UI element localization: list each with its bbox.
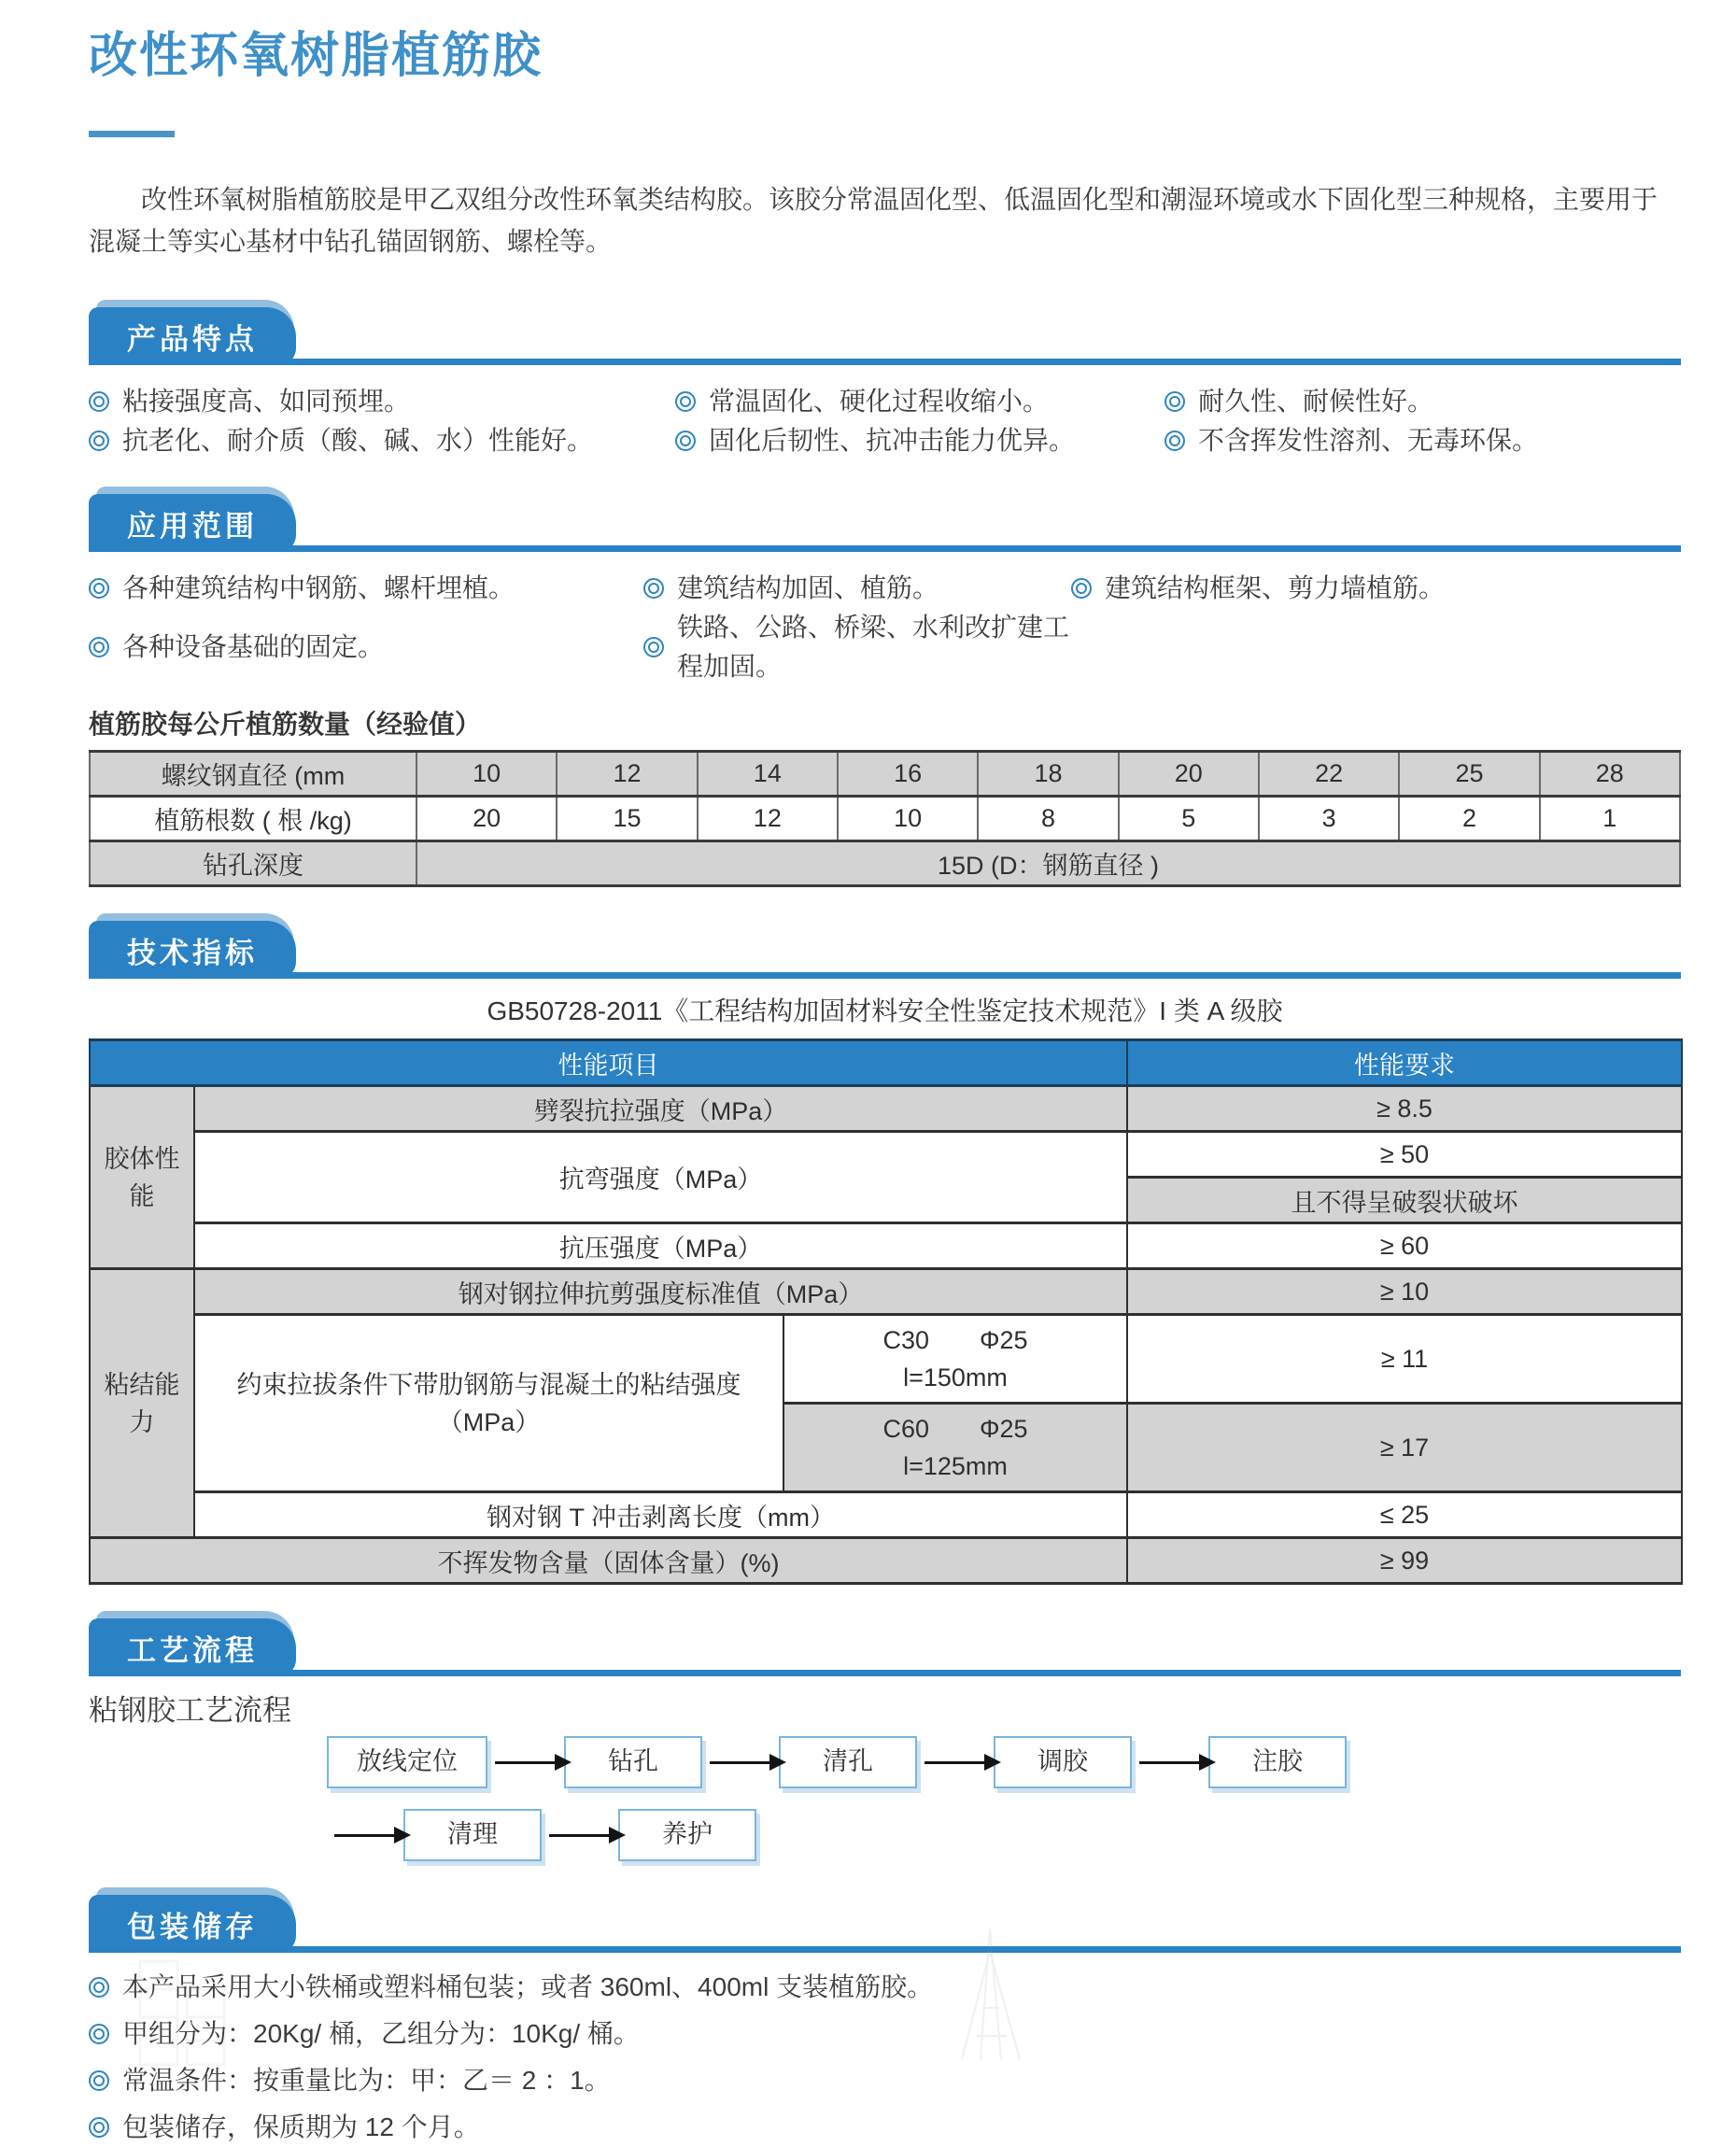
section-badge-applications: 应用范围 xyxy=(89,494,296,552)
application-item-label: 各种设备基础的固定。 xyxy=(122,632,385,661)
bullseye-icon xyxy=(89,2024,109,2044)
spec-subcondition xyxy=(783,1315,1127,1404)
feature-item xyxy=(89,421,675,460)
flow-arrow-icon xyxy=(549,1834,611,1837)
feature-item xyxy=(675,421,1164,460)
flow-arrow-icon xyxy=(924,1761,986,1764)
applications-list xyxy=(89,569,1681,686)
spec-requirement: ≥ 50 xyxy=(1127,1132,1682,1178)
spec-subcondition-line1: C30 Φ25 xyxy=(882,1326,1028,1354)
spec-subcondition-line2: l=150mm xyxy=(903,1363,1008,1391)
section-badge-packaging: 包装储存 xyxy=(89,1895,296,1953)
bullseye-icon xyxy=(89,578,109,599)
rebar-table-caption: 植筋胶每公斤植筋数量（经验值） xyxy=(89,710,482,739)
feature-item xyxy=(1164,421,1681,460)
feature-item-label: 粘接强度高、如同预埋。 xyxy=(122,387,411,416)
rebar-diameter-value: 14 xyxy=(698,752,838,797)
bullseye-icon xyxy=(643,578,664,599)
flow-step: 调胶 xyxy=(994,1736,1132,1788)
table-row xyxy=(90,1315,1682,1404)
table-row xyxy=(90,841,1680,886)
features-list xyxy=(89,382,1681,460)
spec-subcondition xyxy=(783,1404,1127,1492)
rebar-diameter-value: 18 xyxy=(978,752,1118,797)
flow-step: 清理 xyxy=(403,1809,542,1861)
spec-property: 抗弯强度（MPa） xyxy=(194,1132,1127,1223)
rebar-count-value: 12 xyxy=(698,797,838,841)
spec-requirement: ≥ 11 xyxy=(1127,1315,1682,1404)
table-row xyxy=(90,1538,1682,1584)
bullseye-icon xyxy=(643,637,664,657)
packaging-item-label: 包装储存，保质期为 12 个月。 xyxy=(122,2112,480,2141)
table-row xyxy=(90,1269,1682,1315)
intro-paragraph: 改性环氧树脂植筋胶是甲乙双组分改性环氧类结构胶。该胶分常温固化型、低温固化型和潮湿环境或水下固化型三种规格，主要用于混凝土等实心基材中钻孔锚固钢筋、螺栓等。 xyxy=(89,185,1658,256)
spec-standard-caption: GB50728-2011《工程结构加固材料安全性鉴定技术规范》I 类 A 级胶 xyxy=(487,996,1283,1025)
application-item-label: 各种建筑结构中钢筋、螺杆埋植。 xyxy=(122,573,515,602)
bullseye-icon xyxy=(675,391,696,412)
spec-group-bond: 粘结能力 xyxy=(90,1269,194,1538)
spec-requirement: 且不得呈破裂状破坏 xyxy=(1127,1178,1682,1223)
packaging-item xyxy=(89,1968,1681,2007)
section-head-process xyxy=(89,1611,1681,1676)
packaging-item-label: 常温条件：按重量比为：甲：乙＝ 2 ：1。 xyxy=(122,2066,611,2095)
packaging-item-label: 甲组分为：20Kg/ 桶，乙组分为：10Kg/ 桶。 xyxy=(122,2019,640,2048)
feature-item-label: 不含挥发性溶剂、无毒环保。 xyxy=(1198,426,1539,455)
page-title: 改性环氧树脂植筋胶 xyxy=(89,29,543,83)
flow-arrow-icon xyxy=(334,1834,396,1837)
process-flow-row-1 xyxy=(327,1736,1681,1788)
packaging-item xyxy=(89,2108,1681,2147)
bullseye-icon xyxy=(1164,431,1185,451)
rebar-diameter-value: 25 xyxy=(1399,752,1539,797)
rebar-count-label: 植筋根数 ( 根 /kg) xyxy=(90,797,416,841)
flow-step: 钻孔 xyxy=(564,1736,702,1788)
spec-header-row xyxy=(90,1040,1682,1086)
bullseye-icon xyxy=(89,1977,109,1998)
rebar-count-value: 15 xyxy=(557,797,697,841)
flow-step: 放线定位 xyxy=(327,1736,487,1788)
packaging-item xyxy=(89,2061,1681,2100)
flow-arrow-icon xyxy=(1139,1761,1201,1764)
flow-arrow-icon xyxy=(710,1761,771,1764)
rebar-count-value: 8 xyxy=(978,797,1118,841)
process-flow-row-2 xyxy=(327,1809,1681,1861)
spec-subcondition-line1: C60 Φ25 xyxy=(882,1415,1028,1443)
bullseye-icon xyxy=(675,431,696,451)
bullseye-icon xyxy=(1164,391,1185,412)
section-stripe xyxy=(89,545,1681,552)
spec-property: 抗压强度（MPa） xyxy=(194,1223,1127,1269)
spec-requirement: ≥ 8.5 xyxy=(1127,1086,1682,1132)
rebar-diameter-value: 16 xyxy=(838,752,978,797)
application-item-label: 建筑结构加固、植筋。 xyxy=(677,573,939,602)
rebar-count-value: 20 xyxy=(416,797,557,841)
drill-depth-value: 15D (D：钢筋直径 ) xyxy=(416,841,1680,886)
spec-property: 钢对钢 T 冲击剥离长度（mm） xyxy=(194,1492,1127,1538)
spec-table xyxy=(89,1038,1683,1585)
feature-item-label: 抗老化、耐介质（酸、碱、水）性能好。 xyxy=(122,426,594,455)
background-watermark xyxy=(121,1952,243,2065)
bullseye-icon xyxy=(89,431,109,451)
feature-item xyxy=(89,382,675,421)
section-head-packaging xyxy=(89,1887,1681,1953)
section-head-applications xyxy=(89,487,1681,552)
application-item xyxy=(643,569,1071,608)
bullseye-icon xyxy=(89,2070,109,2091)
table-row xyxy=(90,752,1680,797)
bullseye-icon xyxy=(89,2117,109,2138)
bullseye-icon xyxy=(1071,578,1092,599)
spec-property: 不挥发物含量（固体含量）(%) xyxy=(90,1538,1127,1584)
drill-depth-label: 钻孔深度 xyxy=(90,841,416,886)
packaging-item-label: 本产品采用大小铁桶或塑料桶包装；或者 360ml、400ml 支装植筋胶。 xyxy=(122,1972,934,2001)
rebar-diameter-value: 12 xyxy=(557,752,697,797)
spec-requirement: ≤ 25 xyxy=(1127,1492,1682,1538)
process-flow-label: 粘钢胶工艺流程 xyxy=(89,1694,291,1727)
spec-requirement: ≥ 60 xyxy=(1127,1223,1682,1269)
application-item xyxy=(89,608,643,686)
rebar-diameter-value: 20 xyxy=(1119,752,1259,797)
rebar-count-value: 2 xyxy=(1399,797,1539,841)
feature-item-label: 常温固化、硬化过程收缩小。 xyxy=(709,387,1050,416)
spec-requirement: ≥ 17 xyxy=(1127,1404,1682,1492)
rebar-diameter-value: 10 xyxy=(416,752,557,797)
application-item-label: 铁路、公路、桥梁、水利改扩建工程加固。 xyxy=(677,613,1070,681)
spec-requirement: ≥ 10 xyxy=(1127,1269,1682,1315)
rebar-table xyxy=(89,750,1681,887)
section-badge-process: 工艺流程 xyxy=(89,1618,296,1676)
section-stripe xyxy=(89,972,1681,979)
rebar-count-value: 3 xyxy=(1259,797,1399,841)
rebar-diameter-label: 螺纹钢直径 (mm xyxy=(90,752,416,797)
spec-property: 约束拉拔条件下带肋钢筋与混凝土的粘结强度（MPa） xyxy=(194,1315,783,1492)
bullseye-icon xyxy=(89,637,109,657)
flow-step: 养护 xyxy=(618,1809,756,1861)
spec-property: 钢对钢拉伸抗剪强度标准值（MPa） xyxy=(194,1269,1127,1315)
packaging-list xyxy=(89,1968,1681,2147)
spec-property: 劈裂抗拉强度（MPa） xyxy=(194,1086,1127,1132)
flow-step: 清孔 xyxy=(779,1736,917,1788)
flow-step: 注胶 xyxy=(1208,1736,1347,1788)
rebar-count-value: 10 xyxy=(838,797,978,841)
table-row xyxy=(90,1492,1682,1538)
rebar-count-value: 1 xyxy=(1540,797,1680,841)
bullseye-icon xyxy=(89,391,109,412)
table-row xyxy=(90,1223,1682,1269)
table-row xyxy=(90,797,1680,841)
rebar-diameter-value: 28 xyxy=(1540,752,1680,797)
rebar-count-value: 5 xyxy=(1119,797,1259,841)
table-row xyxy=(90,1086,1682,1132)
feature-item-label: 固化后韧性、抗冲击能力优异。 xyxy=(709,426,1076,455)
flow-arrow-icon xyxy=(495,1761,557,1764)
application-item xyxy=(89,569,643,608)
background-watermark xyxy=(915,1924,1065,2064)
section-badge-specs: 技术指标 xyxy=(89,921,296,979)
application-item-label: 建筑结构框架、剪力墙植筋。 xyxy=(1105,573,1446,602)
section-stripe xyxy=(89,1946,1681,1953)
spec-group-gel: 胶体性能 xyxy=(90,1086,194,1269)
spec-col-req-header: 性能要求 xyxy=(1127,1040,1682,1086)
application-item xyxy=(643,608,1071,686)
spec-requirement: ≥ 99 xyxy=(1127,1538,1682,1584)
feature-item-label: 耐久性、耐候性好。 xyxy=(1198,387,1434,416)
title-underline xyxy=(89,131,175,137)
feature-item xyxy=(1164,382,1681,421)
section-stripe xyxy=(89,359,1681,365)
feature-item xyxy=(675,382,1164,421)
section-stripe xyxy=(89,1670,1681,1676)
packaging-item xyxy=(89,2014,1681,2054)
table-row xyxy=(90,1132,1682,1178)
spec-col-item-header: 性能项目 xyxy=(90,1040,1127,1086)
application-item xyxy=(1071,569,1681,608)
rebar-diameter-value: 22 xyxy=(1259,752,1399,797)
section-head-specs xyxy=(89,913,1681,979)
section-badge-features: 产品特点 xyxy=(89,307,296,365)
section-head-features xyxy=(89,300,1681,365)
spec-subcondition-line2: l=125mm xyxy=(903,1452,1008,1480)
